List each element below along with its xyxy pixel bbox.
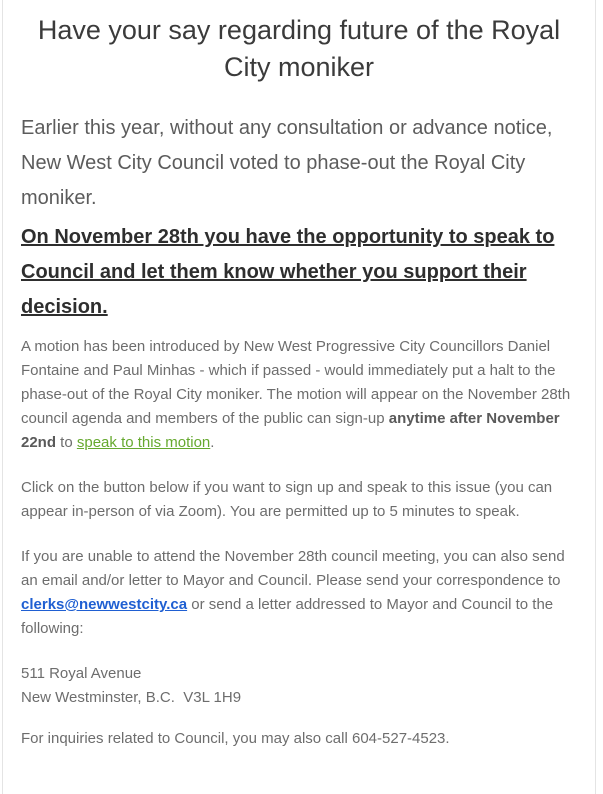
inquiries-paragraph: For inquiries related to Council, you may also call 604-527-4523. xyxy=(21,730,450,747)
correspondence-text-after: or send a letter addressed to Mayor and Council to the following: xyxy=(21,596,554,637)
email-body xyxy=(2,0,596,794)
signup-deadline-bold: anytime after November 22nd xyxy=(21,410,560,451)
intro-paragraph: Earlier this year, without any consultation or advance notice, New West City Council voted to phase-out the Royal City moniker. xyxy=(21,117,553,209)
motion-text-before: A motion has been introduced by New West Progressive City Councillors Daniel Fontaine and Paul Minhas - which if passed - would immediately put a halt to the phase-out of the Royal City moniker. The motion will appear on the November 28th council agenda and members of the public can sign-up xyxy=(21,338,571,427)
click-button-paragraph: Click on the button below if you want to sign up and speak to this issue (you can appear in-person of via Zoom). You are permitted up to 5 minutes to speak. xyxy=(21,479,553,520)
address-line-2: New Westminster, B.C. V3L 1H9 xyxy=(21,689,242,706)
correspondence-paragraph xyxy=(21,545,577,641)
clerks-email-link[interactable]: clerks@newwestcity.ca xyxy=(21,596,188,613)
speak-to-motion-link[interactable]: speak to this motion xyxy=(76,434,211,451)
motion-text-between: to xyxy=(56,434,77,451)
page-title: Have your say regarding future of the Royal City moniker xyxy=(37,15,561,82)
mailing-address xyxy=(21,662,577,710)
cta-heading: On November 28th you have the opportunity to speak to Council and let them know whether you support their decision. xyxy=(21,226,555,318)
motion-paragraph xyxy=(21,335,577,455)
motion-text-after: . xyxy=(210,434,215,451)
correspondence-text-before: If you are unable to attend the November 28th council meeting, you can also send an email and/or letter to Mayor and Council. Please send your correspondence to xyxy=(21,548,565,589)
address-line-1: 511 Royal Avenue xyxy=(21,665,142,682)
